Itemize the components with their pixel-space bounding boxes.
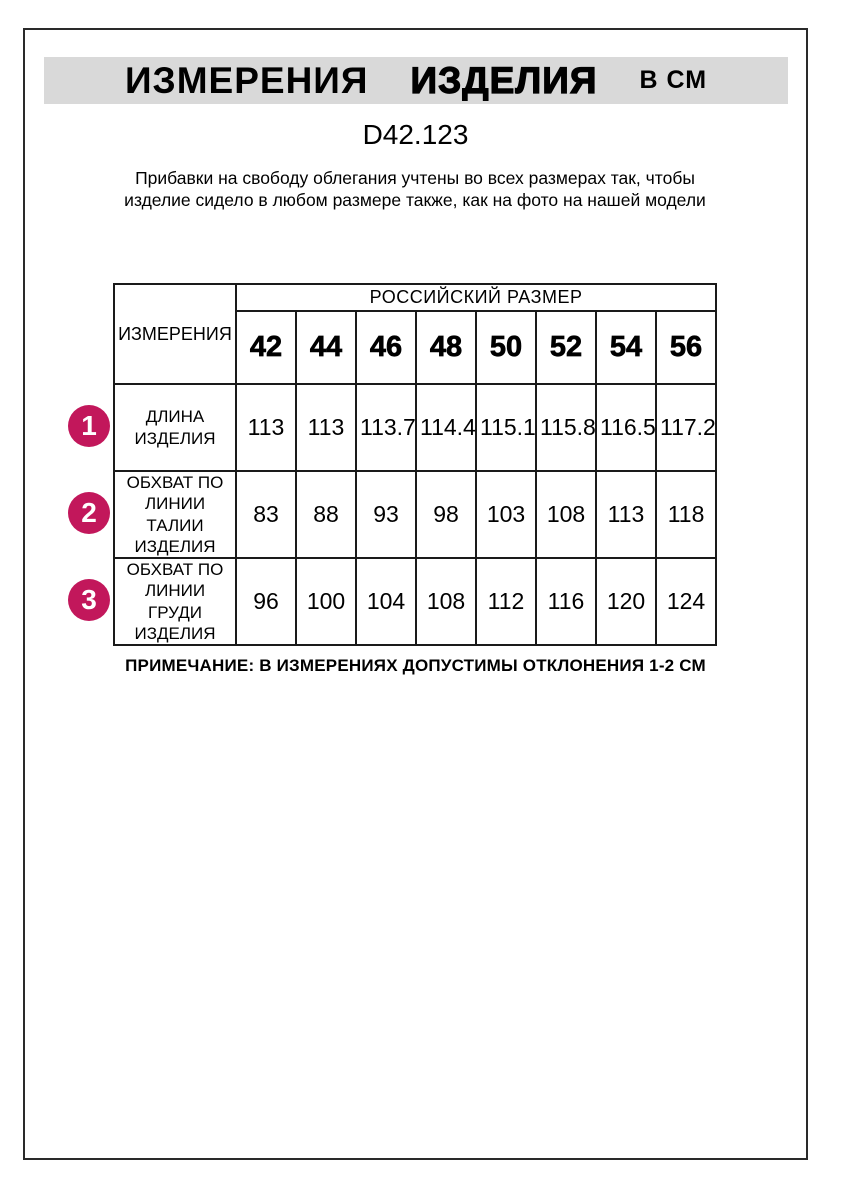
- value-cell: 96: [236, 558, 296, 645]
- value-cell: 103: [476, 471, 536, 558]
- size-header-54: 54: [596, 311, 656, 384]
- row-label-waist: ОБХВАТ ПО ЛИНИИ ТАЛИИ ИЗДЕЛИЯ: [114, 471, 236, 558]
- title-measurements: ИЗМЕРЕНИЯ: [124, 59, 369, 101]
- value-cell: 98: [416, 471, 476, 558]
- title-product: ИЗДЕЛИЯ: [410, 59, 598, 101]
- model-code: D42.123: [362, 119, 469, 150]
- value-cell: 83: [236, 471, 296, 558]
- row-number-badge-1: [68, 405, 110, 447]
- value-cell: 113: [596, 471, 656, 558]
- size-header-44: 44: [296, 311, 356, 384]
- title-units: В СМ: [639, 66, 708, 94]
- size-header-42: 42: [236, 311, 296, 384]
- size-header-56: 56: [656, 311, 716, 384]
- row-label-chest: ОБХВАТ ПО ЛИНИИ ГРУДИ ИЗДЕЛИЯ: [114, 558, 236, 645]
- size-header-50: 50: [476, 311, 536, 384]
- value-cell: 116: [536, 558, 596, 645]
- value-cell: 116.5: [596, 384, 656, 471]
- value-cell: 117.2: [656, 384, 716, 471]
- value-cell: 108: [536, 471, 596, 558]
- row-number-badge-3: [68, 579, 110, 621]
- row-number-badge-2: [68, 492, 110, 534]
- row-label-length: ДЛИНА ИЗДЕЛИЯ: [114, 384, 236, 471]
- measurements-table: [113, 283, 717, 646]
- value-cell: 115.8: [536, 384, 596, 471]
- tolerance-note: ПРИМЕЧАНИЕ: В ИЗМЕРЕНИЯХ ДОПУСТИМЫ ОТКЛОНЕНИЯ 1-2 СМ: [125, 656, 706, 675]
- size-header-52: 52: [536, 311, 596, 384]
- value-cell: 88: [296, 471, 356, 558]
- fit-description: Прибавки на свободу облегания учтены во всех размерах так, чтобы изделие сидело в любом размере также, как на фото на нашей модели: [124, 167, 706, 210]
- value-cell: 100: [296, 558, 356, 645]
- value-cell: 115.1: [476, 384, 536, 471]
- value-cell: 108: [416, 558, 476, 645]
- size-header-48: 48: [416, 311, 476, 384]
- russian-size-group-header: РОССИЙСКИЙ РАЗМЕР: [236, 284, 716, 311]
- table-row-length: [114, 384, 716, 471]
- value-cell: 113: [236, 384, 296, 471]
- badge-number: 2: [81, 497, 97, 528]
- badge-number: 1: [81, 410, 97, 441]
- size-header-46: 46: [356, 311, 416, 384]
- value-cell: 118: [656, 471, 716, 558]
- value-cell: 113.7: [356, 384, 416, 471]
- badge-number: 3: [81, 584, 97, 615]
- title-banner: [44, 57, 788, 104]
- measurements-column-header: ИЗМЕРЕНИЯ: [114, 284, 236, 384]
- value-cell: 120: [596, 558, 656, 645]
- value-cell: 104: [356, 558, 416, 645]
- value-cell: 113: [296, 384, 356, 471]
- value-cell: 124: [656, 558, 716, 645]
- table-row-chest: [114, 558, 716, 645]
- value-cell: 114.4: [416, 384, 476, 471]
- value-cell: 112: [476, 558, 536, 645]
- table-row-waist: [114, 471, 716, 558]
- value-cell: 93: [356, 471, 416, 558]
